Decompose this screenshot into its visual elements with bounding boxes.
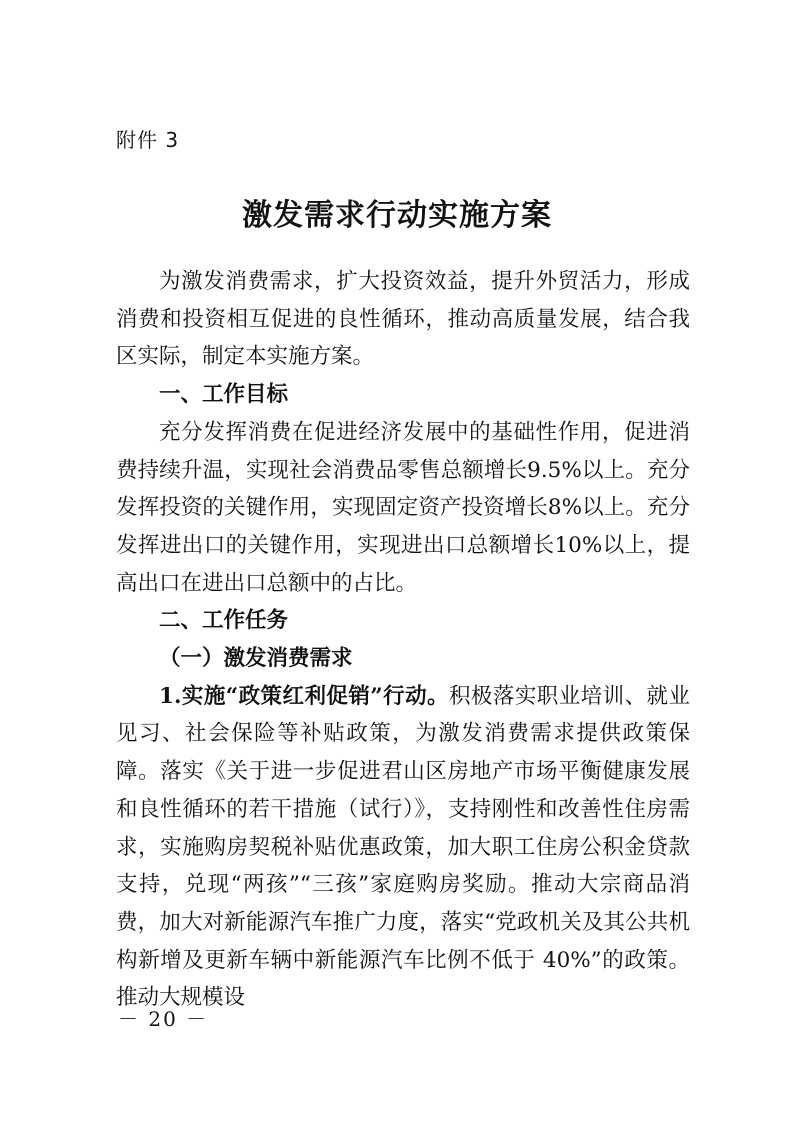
subsection-1-heading: （一）激发消费需求 bbox=[159, 646, 353, 672]
intro-paragraph: 为激发消费需求，扩大投资效益，提升外贸活力，形成消费和投资相互促进的良性循环，推动高质量发展，结合我区实际，制定本实施方案。 bbox=[116, 269, 690, 370]
section-1-paragraph: 充分发挥消费在促进经济发展中的基础性作用，促进消费持续升温，实现社会消费品零售总额增长9.5%以上。充分发挥投资的关键作用，实现固定资产投资增长8%以上。充分发挥进出口的关键作用，实现进出口总额增长10%以上，提高出口在进出口总额中的占比。 bbox=[116, 419, 690, 596]
attachment-label: 附件 3 bbox=[116, 128, 180, 152]
item-1-lead: 1.实施“政策红利促销”行动。 bbox=[159, 683, 449, 709]
section-1-heading: 一、工作目标 bbox=[159, 382, 289, 408]
page-number: － 20 － bbox=[118, 1007, 209, 1031]
item-1-paragraph bbox=[116, 678, 690, 1017]
item-1-text: 积极落实职业培训、就业见习、社会保险等补贴政策，为激发消费需求提供政策保障。落实《关于进一步促进君山区房地产市场平衡健康发展和良性循环的若干措施（试行）》，支持刚性和改善性住房需求，实施购房契税补贴优惠政策，加大职工住房公积金贷款支持，兑现“两孩”“三孩”家庭购房奖励。推动大宗商品消费，加大对新能源汽车推广力度，落实“党政机关及其公共机构新增及更新车辆中新能源汽车比例不低于 40%”的政策。推动大规模设 bbox=[116, 683, 690, 1011]
document-body bbox=[116, 263, 690, 1017]
section-2-heading: 二、工作任务 bbox=[159, 608, 289, 634]
document-title: 激发需求行动实施方案 bbox=[242, 198, 552, 233]
